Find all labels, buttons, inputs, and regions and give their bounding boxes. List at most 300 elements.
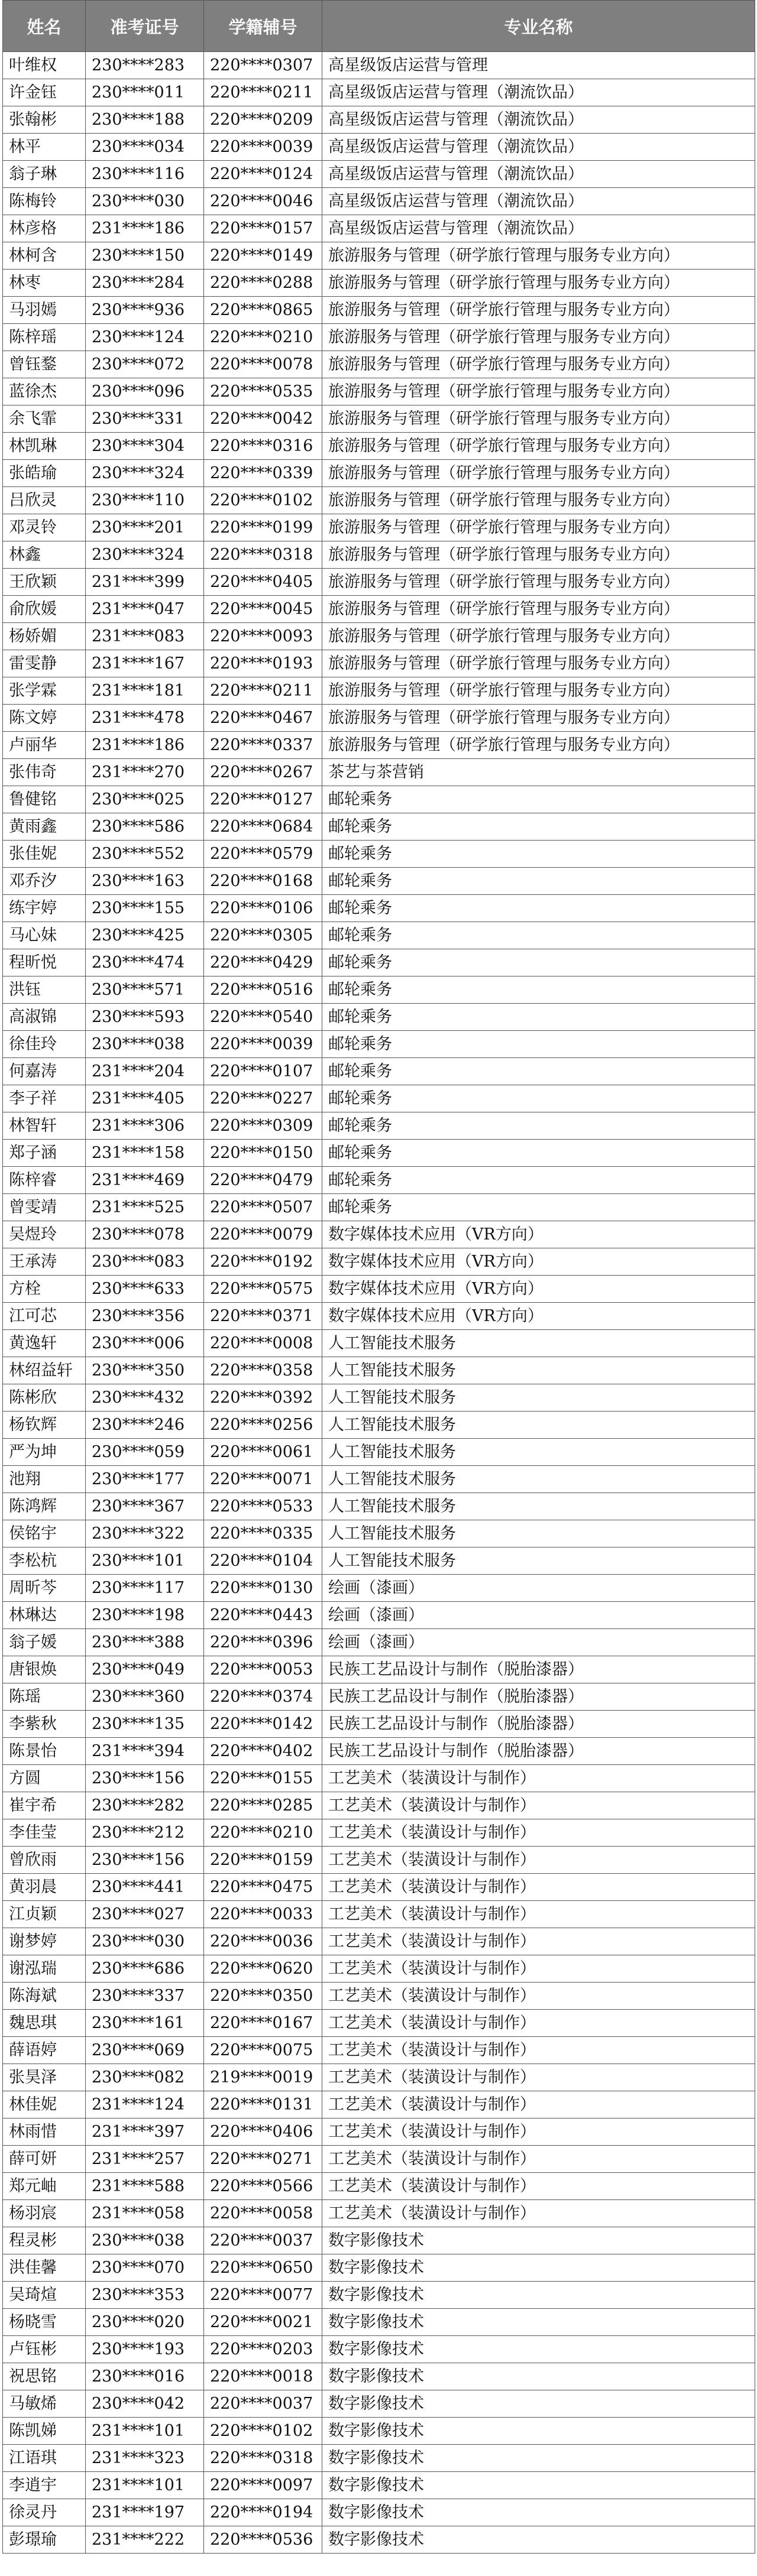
table-row: [3, 922, 755, 949]
table-row: [3, 759, 755, 786]
cell-student-id: 220****0127: [204, 786, 322, 813]
student-roster-table: [2, 0, 755, 2554]
cell-student-id: 220****0039: [204, 134, 322, 161]
cell-student-id: 220****0267: [204, 759, 322, 786]
cell-major: 数字影像技术: [322, 2309, 755, 2336]
cell-name: 卢钰彬: [3, 2336, 86, 2363]
cell-exam-number: 230****082: [86, 2064, 204, 2091]
cell-major: 工艺美术（装潢设计与制作）: [322, 1847, 755, 1874]
table-row: [3, 1384, 755, 1412]
table-row: [3, 1983, 755, 2010]
table-row: [3, 541, 755, 569]
cell-exam-number: 230****324: [86, 541, 204, 569]
table-row: [3, 623, 755, 650]
cell-name: 俞欣媛: [3, 596, 86, 623]
table-row: [3, 270, 755, 297]
cell-student-id: 220****0107: [204, 1058, 322, 1085]
cell-exam-number: 230****283: [86, 52, 204, 79]
cell-exam-number: 231****124: [86, 2091, 204, 2118]
cell-major: 高星级饭店运营与管理（潮流饮品）: [322, 215, 755, 242]
cell-exam-number: 230****201: [86, 514, 204, 541]
cell-name: 陈瑶: [3, 1683, 86, 1711]
cell-name: 许金钰: [3, 79, 86, 106]
cell-student-id: 220****0374: [204, 1683, 322, 1711]
cell-student-id: 220****0037: [204, 2227, 322, 2254]
cell-name: 张翰彬: [3, 106, 86, 134]
cell-name: 李紫秋: [3, 1711, 86, 1738]
cell-major: 数字影像技术: [322, 2445, 755, 2472]
table-body: [3, 52, 755, 2554]
cell-major: 数字媒体技术应用（VR方向）: [322, 1248, 755, 1276]
cell-student-id: 220****0071: [204, 1466, 322, 1493]
cell-exam-number: 231****306: [86, 1112, 204, 1140]
cell-major: 数字影像技术: [322, 2282, 755, 2309]
cell-major: 数字媒体技术应用（VR方向）: [322, 1276, 755, 1303]
cell-name: 江贞颖: [3, 1901, 86, 1928]
cell-name: 黄逸轩: [3, 1330, 86, 1357]
cell-student-id: 220****0371: [204, 1303, 322, 1330]
cell-student-id: 220****0209: [204, 106, 322, 134]
table-row: [3, 2037, 755, 2064]
table-row: [3, 106, 755, 134]
cell-student-id: 220****0053: [204, 1656, 322, 1683]
cell-name: 王承涛: [3, 1248, 86, 1276]
table-row: [3, 405, 755, 433]
cell-name: 雷雯静: [3, 650, 86, 677]
cell-student-id: 220****0337: [204, 732, 322, 759]
cell-name: 洪钰: [3, 976, 86, 1004]
cell-exam-number: 230****025: [86, 786, 204, 813]
cell-major: 邮轮乘务: [322, 949, 755, 976]
table-row: [3, 2282, 755, 2309]
cell-exam-number: 231****186: [86, 215, 204, 242]
cell-name: 张昊泽: [3, 2064, 86, 2091]
cell-exam-number: 230****198: [86, 1602, 204, 1629]
cell-student-id: 220****0037: [204, 2390, 322, 2418]
cell-major: 数字影像技术: [322, 2227, 755, 2254]
cell-major: 工艺美术（装潢设计与制作）: [322, 2010, 755, 2037]
cell-exam-number: 230****150: [86, 242, 204, 270]
cell-major: 旅游服务与管理（研学旅行管理与服务专业方向）: [322, 378, 755, 405]
cell-exam-number: 230****016: [86, 2363, 204, 2390]
cell-major: 邮轮乘务: [322, 868, 755, 895]
cell-major: 邮轮乘务: [322, 786, 755, 813]
cell-exam-number: 230****011: [86, 79, 204, 106]
cell-exam-number: 230****425: [86, 922, 204, 949]
cell-student-id: 220****0021: [204, 2309, 322, 2336]
table-row: [3, 1330, 755, 1357]
cell-name: 魏思琪: [3, 2010, 86, 2037]
cell-student-id: 220****0045: [204, 596, 322, 623]
cell-name: 张佳妮: [3, 841, 86, 868]
cell-student-id: 220****0168: [204, 868, 322, 895]
table-row: [3, 2472, 755, 2499]
table-row: [3, 2118, 755, 2146]
cell-major: 旅游服务与管理（研学旅行管理与服务专业方向）: [322, 460, 755, 487]
cell-name: 李松杭: [3, 1547, 86, 1575]
cell-name: 林绍益轩: [3, 1357, 86, 1384]
cell-exam-number: 230****432: [86, 1384, 204, 1412]
cell-name: 杨晓雪: [3, 2309, 86, 2336]
cell-student-id: 220****0335: [204, 1520, 322, 1547]
cell-name: 谢泓瑞: [3, 1955, 86, 1983]
table-row: [3, 2227, 755, 2254]
cell-major: 工艺美术（装潢设计与制作）: [322, 2200, 755, 2227]
cell-name: 林平: [3, 134, 86, 161]
cell-major: 高星级饭店运营与管理（潮流饮品）: [322, 188, 755, 215]
cell-student-id: 220****0078: [204, 351, 322, 378]
cell-major: 人工智能技术服务: [322, 1520, 755, 1547]
cell-major: 工艺美术（装潢设计与制作）: [322, 1765, 755, 1792]
cell-major: 旅游服务与管理（研学旅行管理与服务专业方向）: [322, 351, 755, 378]
table-row: [3, 2254, 755, 2282]
cell-major: 邮轮乘务: [322, 1031, 755, 1058]
cell-student-id: 220****0402: [204, 1738, 322, 1765]
cell-exam-number: 230****069: [86, 2037, 204, 2064]
cell-exam-number: 231****058: [86, 2200, 204, 2227]
header-name: 姓名: [3, 1, 86, 52]
cell-student-id: 220****0650: [204, 2254, 322, 2282]
cell-name: 杨娇媚: [3, 623, 86, 650]
cell-major: 数字影像技术: [322, 2363, 755, 2390]
cell-exam-number: 230****356: [86, 1303, 204, 1330]
cell-major: 高星级饭店运营与管理: [322, 52, 755, 79]
table-row: [3, 1167, 755, 1194]
cell-exam-number: 230****474: [86, 949, 204, 976]
cell-exam-number: 230****042: [86, 2390, 204, 2418]
cell-name: 陈梅铃: [3, 188, 86, 215]
cell-exam-number: 230****027: [86, 1901, 204, 1928]
cell-exam-number: 230****367: [86, 1493, 204, 1520]
table-row: [3, 2010, 755, 2037]
cell-major: 茶艺与茶营销: [322, 759, 755, 786]
table-row: [3, 378, 755, 405]
cell-name: 林鑫: [3, 541, 86, 569]
cell-major: 旅游服务与管理（研学旅行管理与服务专业方向）: [322, 270, 755, 297]
table-row: [3, 1520, 755, 1547]
table-row: [3, 1901, 755, 1928]
cell-exam-number: 230****686: [86, 1955, 204, 1983]
table-row: [3, 2336, 755, 2363]
cell-exam-number: 230****059: [86, 1439, 204, 1466]
cell-exam-number: 230****633: [86, 1276, 204, 1303]
cell-student-id: 220****0620: [204, 1955, 322, 1983]
cell-student-id: 220****0155: [204, 1765, 322, 1792]
cell-student-id: 220****0475: [204, 1874, 322, 1901]
cell-exam-number: 230****936: [86, 297, 204, 324]
cell-student-id: 220****0203: [204, 2336, 322, 2363]
cell-name: 何嘉涛: [3, 1058, 86, 1085]
cell-name: 陈景怡: [3, 1738, 86, 1765]
cell-major: 高星级饭店运营与管理（潮流饮品）: [322, 106, 755, 134]
cell-exam-number: 230****038: [86, 2227, 204, 2254]
cell-student-id: 220****0042: [204, 405, 322, 433]
cell-exam-number: 230****030: [86, 188, 204, 215]
cell-student-id: 220****0075: [204, 2037, 322, 2064]
table-row: [3, 1955, 755, 1983]
table-row: [3, 596, 755, 623]
cell-student-id: 220****0285: [204, 1792, 322, 1819]
cell-name: 叶维权: [3, 52, 86, 79]
table-row: [3, 2526, 755, 2554]
cell-student-id: 220****0392: [204, 1384, 322, 1412]
cell-name: 陈凯娣: [3, 2418, 86, 2445]
cell-exam-number: 230****096: [86, 378, 204, 405]
table-row: [3, 1031, 755, 1058]
table-row: [3, 514, 755, 541]
cell-major: 邮轮乘务: [322, 922, 755, 949]
cell-name: 蓝徐杰: [3, 378, 86, 405]
cell-name: 严为坤: [3, 1439, 86, 1466]
cell-student-id: 220****0318: [204, 541, 322, 569]
cell-name: 王欣颖: [3, 569, 86, 596]
cell-exam-number: 231****158: [86, 1140, 204, 1167]
table-row: [3, 705, 755, 732]
cell-exam-number: 231****323: [86, 2445, 204, 2472]
cell-major: 民族工艺品设计与制作（脱胎漆器）: [322, 1738, 755, 1765]
cell-major: 数字影像技术: [322, 2390, 755, 2418]
cell-exam-number: 230****193: [86, 2336, 204, 2363]
cell-student-id: 220****0396: [204, 1629, 322, 1656]
cell-student-id: 220****0211: [204, 79, 322, 106]
cell-student-id: 220****0210: [204, 1819, 322, 1847]
cell-major: 民族工艺品设计与制作（脱胎漆器）: [322, 1656, 755, 1683]
header-student-id: 学籍辅号: [204, 1, 322, 52]
cell-exam-number: 231****399: [86, 569, 204, 596]
cell-exam-number: 230****188: [86, 106, 204, 134]
cell-exam-number: 230****552: [86, 841, 204, 868]
cell-exam-number: 230****030: [86, 1928, 204, 1955]
cell-name: 张学霖: [3, 677, 86, 705]
cell-major: 工艺美术（装潢设计与制作）: [322, 2173, 755, 2200]
cell-major: 数字影像技术: [322, 2499, 755, 2526]
cell-exam-number: 230****006: [86, 1330, 204, 1357]
table-row: [3, 433, 755, 460]
cell-major: 旅游服务与管理（研学旅行管理与服务专业方向）: [322, 623, 755, 650]
cell-student-id: 220****0131: [204, 2091, 322, 2118]
cell-major: 邮轮乘务: [322, 1004, 755, 1031]
cell-major: 工艺美术（装潢设计与制作）: [322, 1983, 755, 2010]
cell-student-id: 220****0036: [204, 1928, 322, 1955]
cell-name: 林凯琳: [3, 433, 86, 460]
cell-exam-number: 230****124: [86, 324, 204, 351]
cell-name: 练宇婷: [3, 895, 86, 922]
cell-exam-number: 230****161: [86, 2010, 204, 2037]
table-row: [3, 1819, 755, 1847]
cell-exam-number: 230****110: [86, 487, 204, 514]
cell-student-id: 220****0077: [204, 2282, 322, 2309]
cell-name: 吴琦煊: [3, 2282, 86, 2309]
table-row: [3, 786, 755, 813]
cell-student-id: 220****0106: [204, 895, 322, 922]
cell-exam-number: 231****101: [86, 2472, 204, 2499]
cell-student-id: 220****0533: [204, 1493, 322, 1520]
cell-student-id: 220****0467: [204, 705, 322, 732]
cell-name: 祝思铭: [3, 2363, 86, 2390]
cell-major: 民族工艺品设计与制作（脱胎漆器）: [322, 1683, 755, 1711]
cell-name: 邓乔汐: [3, 868, 86, 895]
cell-student-id: 220****0130: [204, 1575, 322, 1602]
cell-exam-number: 230****117: [86, 1575, 204, 1602]
cell-exam-number: 230****337: [86, 1983, 204, 2010]
cell-name: 张皓瑜: [3, 460, 86, 487]
cell-major: 绘画（漆画）: [322, 1602, 755, 1629]
cell-exam-number: 230****038: [86, 1031, 204, 1058]
table-row: [3, 732, 755, 759]
cell-major: 邮轮乘务: [322, 1058, 755, 1085]
cell-major: 邮轮乘务: [322, 1140, 755, 1167]
cell-name: 吕欣灵: [3, 487, 86, 514]
cell-exam-number: 230****353: [86, 2282, 204, 2309]
cell-name: 余飞霏: [3, 405, 86, 433]
cell-major: 旅游服务与管理（研学旅行管理与服务专业方向）: [322, 705, 755, 732]
cell-student-id: 219****0019: [204, 2064, 322, 2091]
cell-exam-number: 231****394: [86, 1738, 204, 1765]
table-row: [3, 2091, 755, 2118]
cell-major: 邮轮乘务: [322, 1194, 755, 1221]
table-row: [3, 1602, 755, 1629]
cell-exam-number: 230****135: [86, 1711, 204, 1738]
cell-major: 邮轮乘务: [322, 841, 755, 868]
cell-student-id: 220****0194: [204, 2499, 322, 2526]
cell-name: 江可芯: [3, 1303, 86, 1330]
table-row: [3, 1874, 755, 1901]
cell-name: 李子祥: [3, 1085, 86, 1112]
cell-student-id: 220****0316: [204, 433, 322, 460]
cell-student-id: 220****0479: [204, 1167, 322, 1194]
cell-name: 高淑锦: [3, 1004, 86, 1031]
cell-major: 工艺美术（装潢设计与制作）: [322, 2064, 755, 2091]
table-row: [3, 1248, 755, 1276]
cell-major: 旅游服务与管理（研学旅行管理与服务专业方向）: [322, 242, 755, 270]
cell-student-id: 220****0305: [204, 922, 322, 949]
cell-name: 黄羽晨: [3, 1874, 86, 1901]
cell-name: 鲁健铭: [3, 786, 86, 813]
cell-exam-number: 231****101: [86, 2418, 204, 2445]
cell-name: 池翔: [3, 1466, 86, 1493]
cell-exam-number: 230****156: [86, 1765, 204, 1792]
table-row: [3, 2499, 755, 2526]
cell-student-id: 220****0102: [204, 2418, 322, 2445]
cell-major: 人工智能技术服务: [322, 1466, 755, 1493]
table-row: [3, 79, 755, 106]
cell-exam-number: 230****083: [86, 1248, 204, 1276]
cell-name: 林枣: [3, 270, 86, 297]
cell-name: 徐佳玲: [3, 1031, 86, 1058]
cell-student-id: 220****0124: [204, 161, 322, 188]
cell-major: 工艺美术（装潢设计与制作）: [322, 2146, 755, 2173]
cell-name: 陈海斌: [3, 1983, 86, 2010]
cell-name: 曾欣雨: [3, 1847, 86, 1874]
cell-major: 人工智能技术服务: [322, 1493, 755, 1520]
cell-student-id: 220****0865: [204, 297, 322, 324]
cell-exam-number: 230****163: [86, 868, 204, 895]
table-row: [3, 297, 755, 324]
table-row: [3, 1575, 755, 1602]
cell-name: 杨羽宸: [3, 2200, 86, 2227]
cell-exam-number: 230****101: [86, 1547, 204, 1575]
cell-name: 彭璟瑜: [3, 2526, 86, 2554]
table-row: [3, 1357, 755, 1384]
cell-name: 李佳莹: [3, 1819, 86, 1847]
cell-name: 曾雯靖: [3, 1194, 86, 1221]
cell-name: 曾钰鍪: [3, 351, 86, 378]
table-row: [3, 2146, 755, 2173]
table-row: [3, 1547, 755, 1575]
cell-name: 卢丽华: [3, 732, 86, 759]
cell-name: 马心妹: [3, 922, 86, 949]
cell-exam-number: 230****571: [86, 976, 204, 1004]
table-row: [3, 324, 755, 351]
cell-major: 工艺美术（装潢设计与制作）: [322, 1874, 755, 1901]
cell-major: 高星级饭店运营与管理（潮流饮品）: [322, 161, 755, 188]
cell-student-id: 220****0193: [204, 650, 322, 677]
cell-major: 数字媒体技术应用（VR方向）: [322, 1221, 755, 1248]
table-row: [3, 2064, 755, 2091]
table-row: [3, 2390, 755, 2418]
cell-exam-number: 230****324: [86, 460, 204, 487]
cell-student-id: 220****0516: [204, 976, 322, 1004]
cell-major: 人工智能技术服务: [322, 1439, 755, 1466]
table-row: [3, 1656, 755, 1683]
cell-exam-number: 230****350: [86, 1357, 204, 1384]
cell-exam-number: 230****034: [86, 134, 204, 161]
table-row: [3, 976, 755, 1004]
cell-exam-number: 230****331: [86, 405, 204, 433]
cell-name: 陈文婷: [3, 705, 86, 732]
cell-exam-number: 230****388: [86, 1629, 204, 1656]
cell-student-id: 220****0061: [204, 1439, 322, 1466]
table-row: [3, 215, 755, 242]
cell-exam-number: 230****049: [86, 1656, 204, 1683]
table-row: [3, 1276, 755, 1303]
cell-student-id: 220****0104: [204, 1547, 322, 1575]
cell-student-id: 220****0443: [204, 1602, 322, 1629]
cell-student-id: 220****0039: [204, 1031, 322, 1058]
cell-student-id: 220****0307: [204, 52, 322, 79]
header-major: 专业名称: [322, 1, 755, 52]
cell-exam-number: 230****020: [86, 2309, 204, 2336]
cell-name: 吴煜玲: [3, 1221, 86, 1248]
cell-student-id: 220****0142: [204, 1711, 322, 1738]
cell-major: 数字影像技术: [322, 2418, 755, 2445]
cell-name: 洪佳馨: [3, 2254, 86, 2282]
table-row: [3, 841, 755, 868]
table-row: [3, 1493, 755, 1520]
cell-exam-number: 230****304: [86, 433, 204, 460]
table-row: [3, 1711, 755, 1738]
cell-name: 江语琪: [3, 2445, 86, 2472]
table-row: [3, 1466, 755, 1493]
table-row: [3, 134, 755, 161]
cell-name: 陈鸿辉: [3, 1493, 86, 1520]
cell-major: 旅游服务与管理（研学旅行管理与服务专业方向）: [322, 405, 755, 433]
cell-name: 黄雨鑫: [3, 813, 86, 841]
table-row: [3, 1058, 755, 1085]
cell-exam-number: 230****156: [86, 1847, 204, 1874]
cell-major: 旅游服务与管理（研学旅行管理与服务专业方向）: [322, 650, 755, 677]
cell-major: 旅游服务与管理（研学旅行管理与服务专业方向）: [322, 487, 755, 514]
table-row: [3, 650, 755, 677]
cell-major: 旅游服务与管理（研学旅行管理与服务专业方向）: [322, 541, 755, 569]
cell-student-id: 220****0058: [204, 2200, 322, 2227]
cell-name: 翁子媛: [3, 1629, 86, 1656]
table-row: [3, 895, 755, 922]
cell-major: 旅游服务与管理（研学旅行管理与服务专业方向）: [322, 569, 755, 596]
cell-exam-number: 230****177: [86, 1466, 204, 1493]
table-row: [3, 1303, 755, 1330]
cell-exam-number: 231****222: [86, 2526, 204, 2554]
